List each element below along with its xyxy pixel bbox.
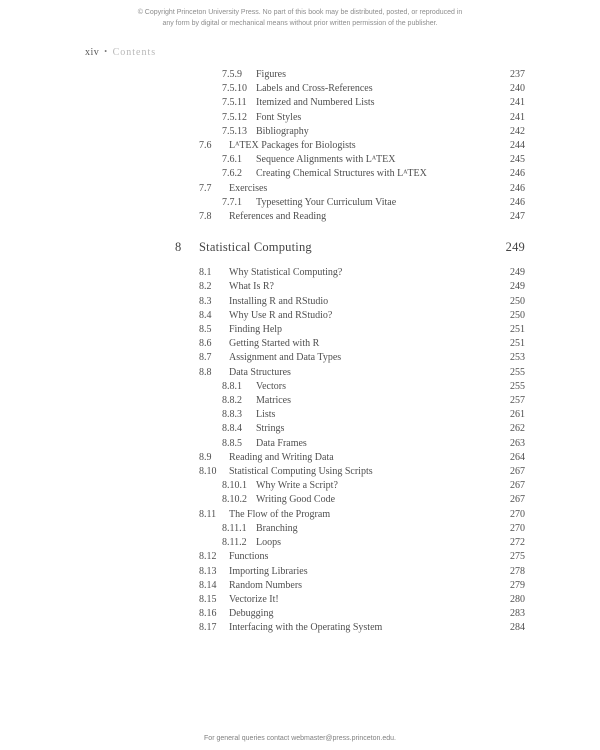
toc-entry: [175, 593, 525, 607]
toc-entry-title: LᴬTEX Packages for Biologists: [229, 140, 356, 152]
toc-entry-page-number: 272: [510, 537, 525, 549]
toc-entry-title: Labels and Cross-References: [256, 83, 373, 95]
toc-entry-page-number: 245: [510, 154, 525, 166]
toc-entry-number: 7.5.10: [222, 83, 247, 95]
toc-entry: [175, 68, 525, 82]
toc-entry: [175, 366, 525, 380]
toc-entry: [175, 210, 525, 224]
toc-entry: [175, 579, 525, 593]
toc-entry-title: Why Use R and RStudio?: [229, 309, 333, 321]
toc-entry-number: 8.10: [199, 466, 217, 478]
toc-entry-number: 7.6: [199, 140, 212, 152]
toc-entry-title: Writing Good Code: [256, 494, 336, 506]
toc-entry-title: Loops: [256, 537, 281, 549]
toc-entry: [175, 323, 525, 337]
toc-entry-number: 8.17: [199, 622, 217, 634]
toc-entry-page-number: 247: [510, 211, 525, 223]
toc-entry-title: Data Structures: [229, 366, 291, 378]
toc-entry-title: Exercises: [229, 182, 268, 194]
toc-entry-title: Strings: [256, 423, 285, 435]
toc-entry-number: 7.7.1: [222, 196, 242, 208]
toc-entry: [175, 153, 525, 167]
toc-entry-title: Sequence Alignments with LᴬTEX: [256, 154, 396, 166]
toc-entry: [175, 82, 525, 96]
toc-entry-title: Reading and Writing Data: [229, 451, 334, 463]
toc-section-chapter8: [175, 266, 525, 635]
toc-entry-title: Random Numbers: [229, 579, 303, 591]
toc-entry-title: Assignment and Data Types: [229, 352, 342, 364]
toc-entry-number: 7.7: [199, 182, 212, 194]
toc-entry-number: 8.11.2: [222, 537, 247, 549]
toc-entry-number: 7.6.2: [222, 168, 242, 180]
footer-queries-note: For general queries contact webmaster@press.princeton.edu.: [204, 735, 396, 742]
toc-entry-page-number: 261: [510, 409, 525, 421]
toc-entry-page-number: 279: [510, 579, 525, 591]
toc-entry-page-number: 246: [510, 168, 525, 180]
toc-entry-title: Why Statistical Computing?: [229, 267, 343, 279]
toc-entry-page-number: 267: [510, 466, 525, 478]
toc-entry-page-number: 267: [510, 480, 525, 492]
toc-entry-number: 8.8: [199, 366, 212, 378]
toc-entry-page-number: 241: [510, 111, 525, 123]
toc-entry-page-number: 251: [510, 324, 525, 336]
toc-entry-page-number: 257: [510, 395, 525, 407]
chapter-heading: [175, 240, 525, 255]
toc-entry-number: 7.6.1: [222, 154, 242, 166]
toc-entry-page-number: 241: [510, 97, 525, 109]
toc-entry-number: 8.16: [199, 608, 217, 620]
toc-entry-title: Lists: [256, 409, 276, 421]
toc-entry-number: 8.11.1: [222, 522, 247, 534]
toc-entry: [175, 280, 525, 294]
toc-entry: [175, 125, 525, 139]
toc-entry-number: 8.12: [199, 551, 217, 563]
toc-entry-title: Why Write a Script?: [256, 480, 338, 492]
toc-entry: [175, 167, 525, 181]
toc-entry-title: The Flow of the Program: [229, 508, 331, 520]
toc-entry-title: Statistical Computing Using Scripts: [229, 466, 373, 478]
toc-entry-number: 7.5.9: [222, 69, 242, 80]
toc-entry: [175, 550, 525, 564]
toc-entry: [175, 351, 525, 365]
toc-entry-page-number: 264: [510, 451, 525, 463]
toc-entry-number: 8.7: [199, 352, 212, 364]
toc-entry-page-number: 270: [510, 508, 525, 520]
toc-entry-number: 8.8.4: [222, 423, 242, 435]
toc-entry-title: Typesetting Your Curriculum Vitae: [256, 196, 397, 208]
toc-entry: [175, 266, 525, 280]
separator-bullet: •: [104, 47, 108, 56]
toc-entry-number: 8.8.2: [222, 395, 242, 407]
toc-entry: [175, 508, 525, 522]
toc-entry-number: 8.8.1: [222, 380, 242, 392]
toc-entry: [175, 607, 525, 621]
toc-entry-number: 8.11: [199, 508, 217, 520]
running-head: [85, 47, 156, 58]
toc-entry-title: What Is R?: [229, 281, 274, 293]
toc-entry: [175, 337, 525, 351]
toc-entry-page-number: 251: [510, 338, 525, 350]
toc-entry-page-number: 270: [510, 522, 525, 534]
toc-entry: [175, 139, 525, 153]
toc-entry-number: 8.1: [199, 267, 212, 279]
toc-entry: [175, 621, 525, 635]
toc-entry-page-number: 267: [510, 494, 525, 506]
toc-entry-title: Branching: [256, 522, 298, 534]
toc-entry-page-number: 262: [510, 423, 525, 435]
toc-entry-page-number: 255: [510, 380, 525, 392]
toc-entry-title: Data Frames: [256, 437, 307, 449]
toc-entry: [175, 96, 525, 110]
toc-entry: [175, 111, 525, 125]
toc-entry-page-number: 237: [510, 69, 525, 80]
toc-entry: [175, 408, 525, 422]
toc-entry-page-number: 284: [510, 622, 525, 634]
chapter-title: Statistical Computing: [199, 240, 312, 255]
toc-entry-number: 8.15: [199, 593, 217, 605]
toc-entry: [175, 479, 525, 493]
toc-entry-number: 7.8: [199, 211, 212, 223]
toc-entry-page-number: 244: [510, 140, 525, 152]
toc-entry-number: 8.8.3: [222, 409, 242, 421]
toc-entry-title: Interfacing with the Operating System: [229, 622, 383, 634]
toc-entry-number: 7.5.11: [222, 97, 247, 109]
toc-entry: [175, 196, 525, 210]
toc-entry: [175, 380, 525, 394]
toc-entry: [175, 422, 525, 436]
toc-entry-title: Font Styles: [256, 111, 302, 123]
toc-entry-title: Bibliography: [256, 125, 309, 137]
toc-entry-number: 8.13: [199, 565, 217, 577]
toc-entry-page-number: 242: [510, 125, 525, 137]
toc-entry: [175, 522, 525, 536]
toc-entry-title: Vectorize It!: [229, 593, 279, 605]
toc-entry: [175, 309, 525, 323]
toc-entry-page-number: 246: [510, 196, 525, 208]
running-head-section: Contents: [112, 47, 157, 58]
toc-entry: [175, 465, 525, 479]
toc-entry-title: Getting Started with R: [229, 338, 320, 350]
toc-entry-page-number: 280: [510, 593, 525, 605]
toc-entry-page-number: 250: [510, 309, 525, 321]
toc-entry-number: 8.6: [199, 338, 212, 350]
toc-entry-page-number: 263: [510, 437, 525, 449]
folio-page-number: xiv: [85, 47, 100, 58]
toc-entry: [175, 451, 525, 465]
toc-entry-number: 7.5.13: [222, 125, 247, 137]
toc-entry-page-number: 253: [510, 352, 525, 364]
toc-entry-page-number: 278: [510, 565, 525, 577]
copyright-notice: © Copyright Princeton University Press. No part of this book may be distributed, posted, or reproduced in any form by digital or mechanical means without prior written permission of the publisher.: [137, 9, 463, 27]
toc-entry: [175, 536, 525, 550]
toc-entry-page-number: 249: [510, 281, 525, 293]
toc-entry-page-number: 255: [510, 366, 525, 378]
toc-entry: [175, 182, 525, 196]
chapter-number: 8: [175, 240, 182, 255]
toc-entry-title: Installing R and RStudio: [229, 295, 329, 307]
toc-entry-page-number: 250: [510, 295, 525, 307]
toc-entry-title: Finding Help: [229, 324, 283, 336]
toc-entry-page-number: 283: [510, 608, 525, 620]
toc-entry: [175, 394, 525, 408]
toc-entry-page-number: 249: [510, 267, 525, 279]
toc-entry-number: 8.10.2: [222, 494, 247, 506]
toc-entry-number: 8.9: [199, 451, 212, 463]
toc-entry-title: Figures: [256, 69, 286, 80]
toc-entry-number: 8.10.1: [222, 480, 247, 492]
toc-entry-number: 8.5: [199, 324, 212, 336]
toc-entry-page-number: 240: [510, 83, 525, 95]
toc-entry-number: 8.4: [199, 309, 212, 321]
table-of-contents: [175, 68, 525, 636]
toc-entry-title: Creating Chemical Structures with LᴬTEX: [256, 168, 427, 180]
toc-entry-title: Debugging: [229, 608, 274, 620]
toc-entry-title: References and Reading: [229, 211, 327, 223]
toc-entry-title: Vectors: [256, 380, 286, 392]
toc-entry-title: Matrices: [256, 395, 291, 407]
toc-entry-number: 8.2: [199, 281, 212, 293]
toc-entry-title: Itemized and Numbered Lists: [256, 97, 375, 109]
toc-entry: [175, 493, 525, 507]
toc-entry: [175, 565, 525, 579]
toc-entry-title: Importing Libraries: [229, 565, 308, 577]
toc-entry-number: 8.8.5: [222, 437, 242, 449]
toc-entry-number: 8.3: [199, 295, 212, 307]
chapter-page-number: 249: [505, 240, 525, 255]
toc-entry-page-number: 275: [510, 551, 525, 563]
toc-entry-title: Functions: [229, 551, 269, 563]
toc-entry-page-number: 246: [510, 182, 525, 194]
toc-entry: [175, 295, 525, 309]
toc-entry-number: 8.14: [199, 579, 217, 591]
toc-entry: [175, 437, 525, 451]
toc-section-chapter7: [175, 68, 525, 224]
toc-entry-number: 7.5.12: [222, 111, 247, 123]
